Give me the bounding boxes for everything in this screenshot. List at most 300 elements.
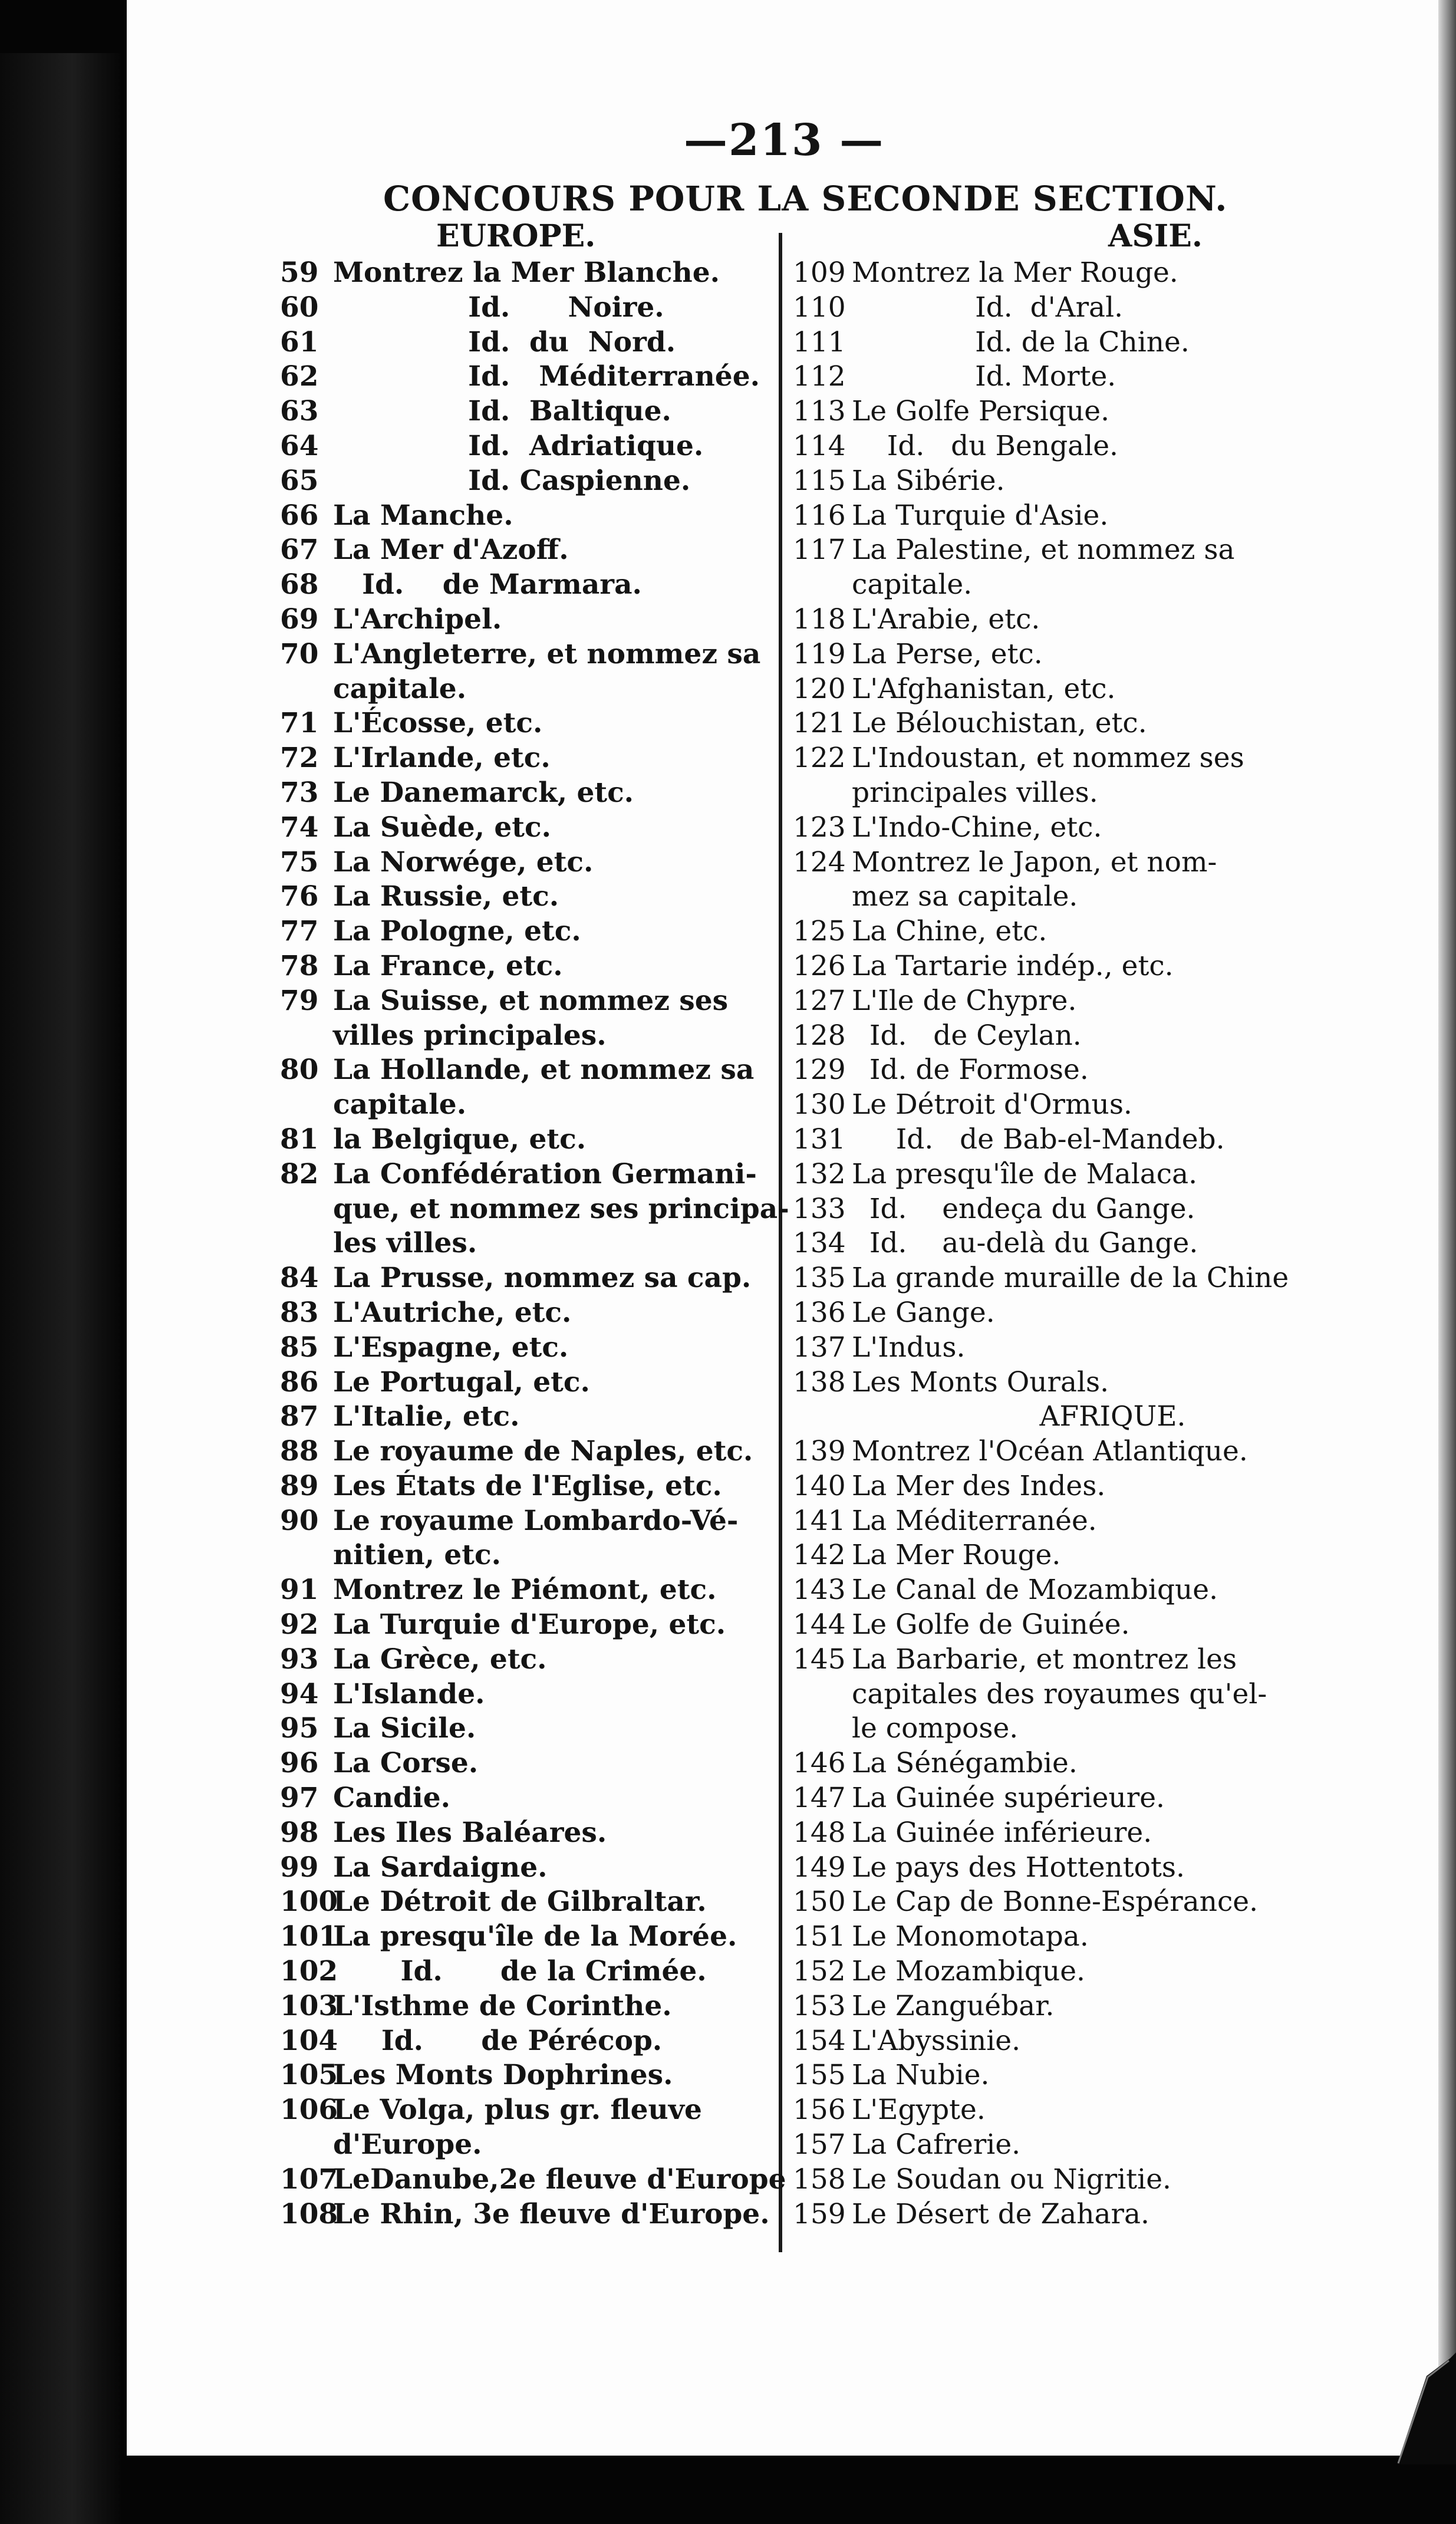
entry-continuation bbox=[793, 568, 1432, 603]
entry-text: L'Isthme de Corinthe. bbox=[333, 1989, 672, 2022]
entry-number: 87 bbox=[280, 1400, 319, 1433]
entry-row bbox=[793, 2163, 1432, 2197]
entry-row bbox=[793, 1781, 1432, 1816]
entry-text: Les Monts Dophrines. bbox=[333, 2059, 673, 2092]
entry-number: 105 bbox=[280, 2059, 338, 2092]
entry-number: 86 bbox=[280, 1365, 319, 1398]
entry-text: Id. du Bengale. bbox=[852, 429, 1118, 462]
entry-number: 61 bbox=[280, 325, 319, 358]
asie-heading: ASIE. bbox=[1108, 218, 1203, 254]
entry-row bbox=[793, 1261, 1432, 1296]
entry-number: 93 bbox=[280, 1643, 319, 1676]
entry-number: 94 bbox=[280, 1677, 319, 1710]
entry-number: 95 bbox=[280, 1712, 319, 1745]
entry-text: Le Volga, plus gr. fleuve bbox=[333, 2094, 702, 2127]
entry-text: Le Bélouchistan, etc. bbox=[852, 707, 1147, 740]
entry-text: La Manche. bbox=[333, 499, 513, 532]
entry-text: La Nubie. bbox=[852, 2059, 990, 2092]
entry-text: La Norwége, etc. bbox=[333, 845, 594, 878]
entry-number: 144 bbox=[793, 1608, 846, 1641]
entry-row bbox=[793, 845, 1432, 880]
page-title: CONCOURS POUR LA SECONDE SECTION. bbox=[383, 179, 1228, 219]
entry-text: Le Détroit de Gilbraltar. bbox=[333, 1885, 707, 1918]
entry-number: 109 bbox=[793, 256, 846, 289]
entry-text: capitale. bbox=[852, 568, 973, 601]
entry-row bbox=[793, 1885, 1432, 1920]
entry-number: 152 bbox=[793, 1955, 846, 1988]
entry-text: La Confédération Germani- bbox=[333, 1157, 757, 1190]
entry-text: Id. de Bab-el-Mandeb. bbox=[852, 1123, 1225, 1156]
entry-row bbox=[280, 1123, 778, 1157]
entry-text: L'Italie, etc. bbox=[333, 1400, 520, 1433]
entry-row bbox=[793, 949, 1432, 984]
entry-row bbox=[280, 568, 778, 603]
entry-text: Id. Méditerranée. bbox=[333, 360, 760, 393]
entry-text: Candie. bbox=[333, 1782, 451, 1815]
entry-number: 59 bbox=[280, 256, 319, 289]
entry-row bbox=[793, 1989, 1432, 2024]
entry-number: 123 bbox=[793, 811, 846, 844]
entry-row bbox=[793, 1192, 1432, 1227]
column-divider bbox=[779, 233, 782, 2252]
entry-text: L'Afghanistan, etc. bbox=[852, 672, 1116, 705]
entry-number: 67 bbox=[280, 534, 319, 567]
entry-number: 139 bbox=[793, 1435, 846, 1468]
entry-text: La Grèce, etc. bbox=[333, 1643, 547, 1676]
entry-row bbox=[280, 1504, 778, 1539]
entry-text: La Russie, etc. bbox=[333, 880, 559, 913]
entry-number: 96 bbox=[280, 1747, 319, 1780]
entry-text: La Guinée inférieure. bbox=[852, 1816, 1152, 1849]
entry-row bbox=[280, 291, 778, 325]
entry-row bbox=[793, 1469, 1432, 1504]
entry-number: 70 bbox=[280, 637, 319, 670]
entry-text: L'Espagne, etc. bbox=[333, 1331, 569, 1364]
entry-row bbox=[280, 1608, 778, 1643]
entry-row bbox=[793, 2024, 1432, 2059]
entry-number: 68 bbox=[280, 568, 319, 601]
entry-number: 131 bbox=[793, 1123, 846, 1156]
entry-row bbox=[280, 2163, 786, 2197]
entry-text: La Perse, etc. bbox=[852, 637, 1043, 670]
entry-text: capitale. bbox=[333, 672, 467, 705]
entry-row bbox=[280, 1781, 778, 1816]
entry-row bbox=[793, 2197, 1432, 2232]
page-number: —213 — bbox=[684, 115, 885, 166]
entry-text: Le Soudan ou Nigritie. bbox=[852, 2163, 1171, 2196]
entry-text: Id. de la Chine. bbox=[852, 325, 1190, 358]
entry-text: La France, etc. bbox=[333, 949, 563, 982]
entry-row bbox=[793, 1365, 1432, 1400]
entry-number: 129 bbox=[793, 1054, 846, 1087]
entry-row bbox=[793, 811, 1432, 845]
entry-row bbox=[793, 429, 1432, 464]
entry-number: 66 bbox=[280, 499, 319, 532]
entry-text: La Sicile. bbox=[333, 1712, 476, 1745]
entry-row bbox=[280, 429, 778, 464]
entry-number: 79 bbox=[280, 984, 319, 1017]
entry-text: d'Europe. bbox=[333, 2128, 482, 2161]
entry-number: 88 bbox=[280, 1435, 319, 1468]
entry-number: 115 bbox=[793, 464, 846, 497]
entry-row bbox=[793, 2093, 1432, 2128]
entry-text: L'Indus. bbox=[852, 1331, 966, 1364]
entry-number: 63 bbox=[280, 395, 319, 428]
entry-text: nitien, etc. bbox=[333, 1539, 501, 1572]
entry-row bbox=[793, 533, 1432, 568]
entry-number: 122 bbox=[793, 742, 846, 775]
entry-text: La Mer d'Azoff. bbox=[333, 534, 569, 567]
entry-row bbox=[793, 2058, 1432, 2093]
entry-row bbox=[280, 1053, 778, 1088]
europe-list bbox=[280, 256, 789, 2232]
entry-number: 116 bbox=[793, 499, 846, 532]
entry-number: 149 bbox=[793, 1851, 846, 1884]
entry-text: Id. Morte. bbox=[852, 360, 1116, 393]
entry-row bbox=[793, 1123, 1432, 1157]
entry-text: Le Mozambique. bbox=[852, 1955, 1085, 1988]
entry-row bbox=[280, 1712, 778, 1746]
entry-row bbox=[280, 845, 778, 880]
entry-row bbox=[280, 1365, 778, 1400]
scan-left-strip bbox=[0, 53, 121, 2524]
entry-row bbox=[280, 1851, 778, 1885]
entry-text: La Mer Rouge. bbox=[852, 1539, 1061, 1572]
entry-row bbox=[280, 2093, 778, 2128]
entry-row bbox=[280, 1261, 778, 1296]
entry-continuation bbox=[280, 672, 778, 707]
entry-number: 130 bbox=[793, 1088, 846, 1121]
entry-number: 111 bbox=[793, 325, 846, 358]
entry-row bbox=[280, 1469, 778, 1504]
entry-text: L'Indoustan, et nommez ses bbox=[852, 742, 1244, 775]
entry-number: 62 bbox=[280, 360, 319, 393]
entry-number: 153 bbox=[793, 1989, 846, 2022]
entry-row bbox=[280, 2058, 778, 2093]
entry-text: Montrez l'Océan Atlantique. bbox=[852, 1435, 1248, 1468]
entry-row bbox=[280, 1677, 778, 1712]
entry-text: villes principales. bbox=[333, 1019, 607, 1052]
entry-number: 159 bbox=[793, 2197, 846, 2230]
entry-row bbox=[280, 2197, 778, 2232]
entry-row bbox=[793, 1296, 1432, 1331]
entry-continuation bbox=[280, 1088, 778, 1123]
entry-text: La Corse. bbox=[333, 1747, 479, 1780]
entry-number: 127 bbox=[793, 984, 846, 1017]
entry-number: 90 bbox=[280, 1504, 319, 1537]
entry-text: Id. de Formose. bbox=[852, 1054, 1089, 1087]
entry-number: 126 bbox=[793, 949, 846, 982]
entry-text: Le Cap de Bonne-Espérance. bbox=[852, 1885, 1259, 1918]
entry-text: Le Canal de Mozambique. bbox=[852, 1574, 1218, 1607]
entry-text: Montrez le Japon, et nom- bbox=[852, 845, 1217, 878]
entry-text: Id. Noire. bbox=[333, 291, 664, 324]
entry-number: 141 bbox=[793, 1504, 846, 1537]
entry-number: 64 bbox=[280, 429, 319, 462]
entry-number: 108 bbox=[280, 2197, 338, 2230]
entry-row bbox=[280, 1434, 778, 1469]
entry-number: 148 bbox=[793, 1816, 846, 1849]
entry-text: L'Angleterre, et nommez sa bbox=[333, 637, 761, 670]
entry-text: La Chine, etc. bbox=[852, 915, 1047, 948]
entry-text: La Pologne, etc. bbox=[333, 915, 581, 948]
entry-number: 99 bbox=[280, 1851, 319, 1884]
page-corner-curl bbox=[1391, 2352, 1456, 2464]
entry-row bbox=[280, 1920, 778, 1954]
entry-continuation bbox=[280, 1192, 789, 1227]
entry-text: La Palestine, et nommez sa bbox=[852, 534, 1235, 567]
entry-row bbox=[793, 1746, 1432, 1781]
entry-number: 142 bbox=[793, 1539, 846, 1572]
entry-number: 85 bbox=[280, 1331, 319, 1364]
entry-row bbox=[793, 1573, 1432, 1608]
entry-row bbox=[793, 1157, 1432, 1192]
entry-number: 121 bbox=[793, 707, 846, 740]
entry-number: 120 bbox=[793, 672, 846, 705]
entry-number: 125 bbox=[793, 915, 846, 948]
entry-continuation bbox=[793, 880, 1432, 914]
entry-row bbox=[793, 1851, 1432, 1885]
entry-row bbox=[280, 1400, 778, 1434]
entry-row bbox=[793, 914, 1432, 949]
entry-text: L'Écosse, etc. bbox=[333, 707, 543, 740]
entry-row bbox=[280, 1989, 778, 2024]
entry-number: 76 bbox=[280, 880, 319, 913]
entry-number: 89 bbox=[280, 1469, 319, 1502]
entry-row bbox=[793, 1053, 1432, 1088]
entry-continuation bbox=[280, 1226, 778, 1261]
entry-text: La Turquie d'Europe, etc. bbox=[333, 1608, 726, 1641]
entry-text: L'Abyssinie. bbox=[852, 2024, 1021, 2057]
entry-text: L'Indo-Chine, etc. bbox=[852, 811, 1102, 844]
entry-row bbox=[280, 880, 778, 914]
entry-row bbox=[280, 1746, 778, 1781]
entry-number: 137 bbox=[793, 1331, 846, 1364]
entry-number: 133 bbox=[793, 1192, 846, 1225]
entry-row bbox=[280, 1816, 778, 1851]
entry-number: 77 bbox=[280, 915, 319, 948]
entry-row bbox=[280, 1331, 778, 1365]
entry-text: La Barbarie, et montrez les bbox=[852, 1643, 1237, 1676]
entry-row bbox=[280, 811, 778, 845]
entry-number: 102 bbox=[280, 1955, 338, 1988]
entry-text: Le Détroit d'Ormus. bbox=[852, 1088, 1132, 1121]
entry-row bbox=[793, 1920, 1432, 1954]
entry-number: 117 bbox=[793, 534, 846, 567]
entry-row bbox=[793, 1088, 1432, 1123]
entry-row bbox=[793, 984, 1432, 1019]
entry-number: 119 bbox=[793, 637, 846, 670]
entry-row bbox=[793, 706, 1432, 741]
entry-text: L'Autriche, etc. bbox=[333, 1296, 572, 1329]
entry-row bbox=[793, 1954, 1432, 1989]
entry-number: 71 bbox=[280, 707, 319, 740]
entry-number: 135 bbox=[793, 1262, 846, 1295]
entry-text: La Prusse, nommez sa cap. bbox=[333, 1262, 752, 1295]
entry-number: 72 bbox=[280, 742, 319, 775]
entry-text: mez sa capitale. bbox=[852, 880, 1078, 913]
entry-text: La Suisse, et nommez ses bbox=[333, 984, 729, 1017]
entry-number: 114 bbox=[793, 429, 846, 462]
entry-number: 81 bbox=[280, 1123, 319, 1156]
entry-number: 82 bbox=[280, 1157, 319, 1190]
entry-number: 134 bbox=[793, 1227, 846, 1260]
entry-row bbox=[793, 672, 1432, 707]
entry-number: 143 bbox=[793, 1574, 846, 1607]
entry-number: 136 bbox=[793, 1296, 846, 1329]
entry-row bbox=[793, 464, 1432, 499]
entry-row bbox=[793, 360, 1432, 394]
entry-row bbox=[793, 603, 1432, 637]
entry-number: 112 bbox=[793, 360, 846, 393]
entry-row bbox=[280, 776, 778, 811]
entry-row bbox=[280, 1573, 778, 1608]
europe-heading: EUROPE. bbox=[436, 218, 596, 254]
entry-text: Id. Adriatique. bbox=[333, 429, 704, 462]
entry-text: La Mer des Indes. bbox=[852, 1469, 1106, 1502]
entry-number: 147 bbox=[793, 1782, 846, 1815]
entry-text: L'Arabie, etc. bbox=[852, 603, 1040, 636]
entry-row bbox=[280, 637, 778, 672]
entry-number: 84 bbox=[280, 1262, 319, 1295]
entry-number: 150 bbox=[793, 1885, 846, 1918]
entry-number: 138 bbox=[793, 1365, 846, 1398]
section-heading bbox=[793, 1400, 1432, 1434]
entry-number: 113 bbox=[793, 395, 846, 428]
entry-text: Le Gange. bbox=[852, 1296, 995, 1329]
entry-number: 97 bbox=[280, 1782, 319, 1815]
entry-text: Id. de la Crimée. bbox=[333, 1955, 707, 1988]
entry-text: Le Zanguébar. bbox=[852, 1989, 1055, 2022]
entry-text: La grande muraille de la Chine bbox=[852, 1262, 1289, 1295]
entry-row bbox=[280, 1954, 778, 1989]
entry-row bbox=[280, 1643, 778, 1677]
entry-text: Id. de Ceylan. bbox=[852, 1019, 1082, 1052]
entry-text: Id. Baltique. bbox=[333, 395, 671, 428]
entry-text: Le Désert de Zahara. bbox=[852, 2197, 1149, 2230]
entry-number: 118 bbox=[793, 603, 846, 636]
entry-row bbox=[280, 603, 778, 637]
entry-number: 106 bbox=[280, 2094, 338, 2127]
entry-text: La Guinée supérieure. bbox=[852, 1782, 1165, 1815]
entry-row bbox=[280, 741, 778, 776]
entry-row bbox=[793, 637, 1432, 672]
entry-number: 154 bbox=[793, 2024, 846, 2057]
entry-number: 151 bbox=[793, 1920, 846, 1953]
entry-text: La Cafrerie. bbox=[852, 2128, 1021, 2161]
entry-row bbox=[280, 325, 778, 360]
entry-text: L'Archipel. bbox=[333, 603, 502, 636]
entry-row bbox=[793, 291, 1432, 325]
entry-row bbox=[280, 256, 778, 291]
entry-text: Id. de Pérécop. bbox=[333, 2024, 663, 2057]
entry-row bbox=[280, 984, 778, 1019]
entry-text: Montrez la Mer Blanche. bbox=[333, 256, 720, 289]
entry-row bbox=[793, 499, 1432, 534]
entry-number: 156 bbox=[793, 2094, 846, 2127]
entry-text: Les Iles Baléares. bbox=[333, 1816, 607, 1849]
entry-row bbox=[793, 2128, 1432, 2163]
asie-list bbox=[793, 256, 1432, 2232]
entry-row bbox=[280, 499, 778, 534]
entry-text: La presqu'île de la Morée. bbox=[333, 1920, 737, 1953]
entry-row bbox=[793, 1538, 1432, 1573]
entry-text: La Sibérie. bbox=[852, 464, 1005, 497]
entry-continuation bbox=[793, 776, 1432, 811]
entry-row bbox=[280, 533, 778, 568]
entry-text: La Suède, etc. bbox=[333, 811, 551, 844]
entry-text: La Sénégambie. bbox=[852, 1747, 1078, 1780]
entry-text: Montrez la Mer Rouge. bbox=[852, 256, 1178, 289]
entry-number: 80 bbox=[280, 1054, 319, 1087]
entry-text: L'Irlande, etc. bbox=[333, 742, 551, 775]
entry-row bbox=[280, 1296, 778, 1331]
entry-text: Le royaume Lombardo-Vé- bbox=[333, 1504, 739, 1537]
entry-text: que, et nommez ses principa- bbox=[333, 1192, 789, 1225]
entry-text: Le pays des Hottentots. bbox=[852, 1851, 1185, 1884]
entry-number: 107 bbox=[280, 2163, 338, 2196]
entry-number: 74 bbox=[280, 811, 319, 844]
entry-row bbox=[793, 1608, 1432, 1643]
entry-text: Id. d'Aral. bbox=[852, 291, 1124, 324]
entry-text: Montrez le Piémont, etc. bbox=[333, 1574, 717, 1607]
entry-text: AFRIQUE. bbox=[1039, 1400, 1186, 1433]
entry-text: les villes. bbox=[333, 1227, 477, 1260]
entry-number: 83 bbox=[280, 1296, 319, 1329]
entry-row bbox=[793, 1226, 1432, 1261]
entry-text: La Tartarie indép., etc. bbox=[852, 949, 1174, 982]
entry-number: 91 bbox=[280, 1574, 319, 1607]
entry-text: La Sardaigne. bbox=[333, 1851, 548, 1884]
entry-row bbox=[280, 949, 778, 984]
entry-row bbox=[793, 1434, 1432, 1469]
entry-row bbox=[793, 1504, 1432, 1539]
entry-text: La Hollande, et nommez sa bbox=[333, 1054, 755, 1087]
entry-row bbox=[280, 464, 778, 499]
entry-number: 104 bbox=[280, 2024, 338, 2057]
entry-text: L'Egypte. bbox=[852, 2094, 986, 2127]
scan-left-edge bbox=[0, 0, 127, 2524]
entry-text: Id. du Nord. bbox=[333, 325, 676, 358]
entry-row bbox=[280, 360, 778, 394]
entry-number: 124 bbox=[793, 845, 846, 878]
entry-row bbox=[280, 706, 778, 741]
entry-number: 155 bbox=[793, 2059, 846, 2092]
entry-text: Le Golfe Persique. bbox=[852, 395, 1110, 428]
entry-text: Le Danemarck, etc. bbox=[333, 776, 634, 809]
entry-text: Le Golfe de Guinée. bbox=[852, 1608, 1130, 1641]
entry-text: La presqu'île de Malaca. bbox=[852, 1157, 1198, 1190]
entry-number: 100 bbox=[280, 1885, 338, 1918]
entry-number: 75 bbox=[280, 845, 319, 878]
entry-row bbox=[280, 1157, 778, 1192]
entry-row bbox=[793, 1019, 1432, 1054]
entry-number: 158 bbox=[793, 2163, 846, 2196]
entry-number: 145 bbox=[793, 1643, 846, 1676]
entry-text: Id. Caspienne. bbox=[333, 464, 691, 497]
entry-text: Id. au-delà du Gange. bbox=[852, 1227, 1198, 1260]
entry-number: 157 bbox=[793, 2128, 846, 2161]
entry-number: 69 bbox=[280, 603, 319, 636]
entry-text: Le Monomotapa. bbox=[852, 1920, 1089, 1953]
entry-row bbox=[280, 1885, 778, 1920]
entry-row bbox=[793, 1643, 1432, 1677]
entry-text: L'Ile de Chypre. bbox=[852, 984, 1077, 1017]
entry-continuation bbox=[280, 1019, 778, 1054]
entry-text: La Méditerranée. bbox=[852, 1504, 1097, 1537]
entry-number: 73 bbox=[280, 776, 319, 809]
entry-text: Les États de l'Eglise, etc. bbox=[333, 1469, 722, 1502]
